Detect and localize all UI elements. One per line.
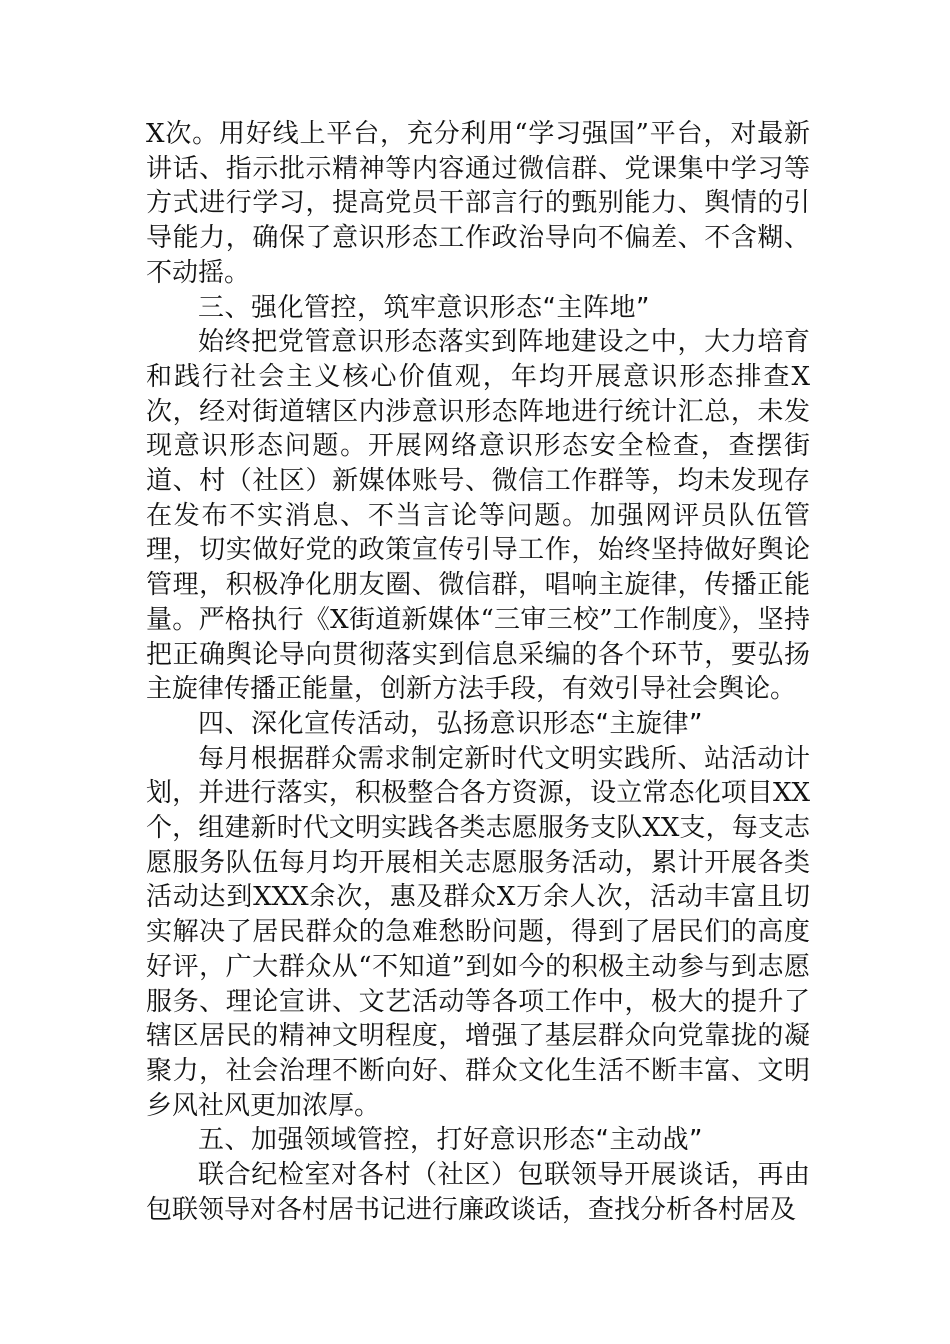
section-heading-5: 五、加强领域管控，打好意识形态“主动战”: [198, 1125, 703, 1156]
section-heading-4: 四、深化宣传活动，弘扬意识形态“主旋律”: [198, 708, 703, 739]
section-heading-3: 三、强化管控，筑牢意识形态“主阵地”: [198, 292, 650, 323]
paragraph-intro: X次。用好线上平台，充分利用“学习强国”平台，对最新讲话、指示批示精神等内容通过微信群、党课集中学习等方式进行学习，提高党员干部言行的甄别能力、舆情的引导能力，确保了意识形态工作政治导向不偏差、不含糊、不动摇。: [146, 119, 810, 288]
paragraph-section-3: 始终把党管意识形态落实到阵地建设之中，大力培育和践行社会主义核心价值观，年均开展意识形态排查X次，经对街道辖区内涉意识形态阵地进行统计汇总，未发现意识形态问题。开展网络意识形态安全检查，查摆街道、村（社区）新媒体账号、微信工作群等，均未发现存在发布不实消息、不当言论等问题。加强网评员队伍管理，切实做好党的政策宣传引导工作，始终坚持做好舆论管理，积极净化朋友圈、微信群，唱响主旋律，传播正能量。严格执行《X街道新媒体“三审三校”工作制度》，坚持把正确舆论导向贯彻落实到信息采编的各个环节，要弘扬主旋律传播正能量，创新方法手段，有效引导社会舆论。: [146, 327, 810, 705]
document-body: [146, 117, 810, 1228]
paragraph-section-4: 每月根据群众需求制定新时代文明实践所、站活动计划，并进行落实，积极整合各方资源，设立常态化项目XX个，组建新时代文明实践各类志愿服务支队XX支，每支志愿服务队伍每月均开展相关志愿服务活动，累计开展各类活动达到XXX余次，惠及群众X万余人次，活动丰富且切实解决了居民群众的急难愁盼问题，得到了居民们的高度好评，广大群众从“不知道”到如今的积极主动参与到志愿服务、理论宣讲、文艺活动等各项工作中，极大的提升了辖区居民的精神文明程度，增强了基层群众向党靠拢的凝聚力，社会治理不断向好、群众文化生活不断丰富、文明乡风社风更加浓厚。: [146, 743, 810, 1121]
paragraph-section-5: 联合纪检室对各村（社区）包联领导开展谈话，再由包联领导对各村居书记进行廉政谈话，查找分析各村居及: [146, 1160, 810, 1225]
